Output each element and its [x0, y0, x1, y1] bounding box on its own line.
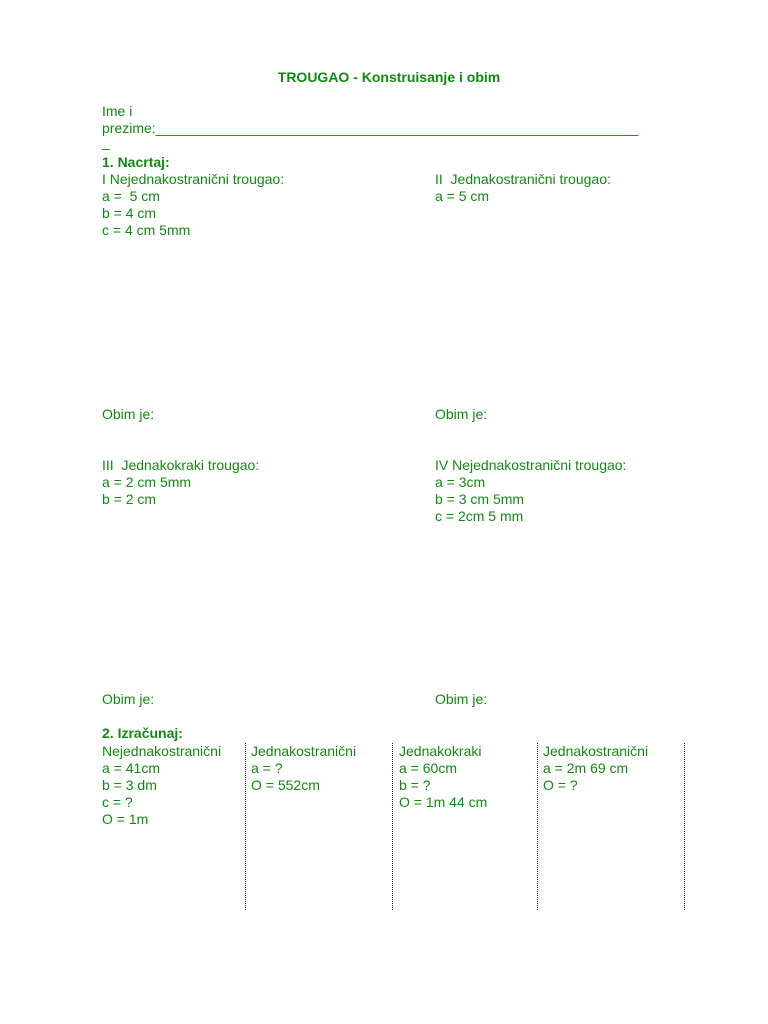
- task-4: [435, 457, 626, 525]
- task-heading: II Jednakostranični trougao:: [435, 171, 611, 187]
- name-underline: prezime:______________________________________________________________: [102, 120, 639, 136]
- calc-line: c = ?: [102, 794, 133, 810]
- column-divider: [684, 743, 685, 910]
- task-1: [102, 171, 284, 239]
- task-2: [435, 171, 611, 205]
- calc-line: a = ?: [251, 760, 283, 776]
- task-line: a = 2 cm 5mm: [102, 474, 192, 490]
- calc-line: b = ?: [399, 777, 431, 793]
- task-line: a = 5 cm: [435, 188, 490, 204]
- section1-heading: 1. Nacrtaj:: [102, 154, 170, 170]
- section2-heading: 2. Izračunaj:: [102, 725, 183, 741]
- task-heading: III Jednakokraki trougao:: [102, 457, 260, 473]
- calc-line: b = 3 dm: [102, 777, 157, 793]
- calc-line: O = 1m 44 cm: [399, 794, 488, 810]
- name-label: Ime i: [102, 103, 133, 119]
- task-2-obim: Obim je:: [435, 406, 488, 422]
- task-3-obim: Obim je:: [102, 691, 155, 707]
- calc-column-1: [102, 743, 221, 828]
- calc-heading: Jednakostranični: [543, 743, 649, 759]
- task-heading: IV Nejednakostranični trougao:: [435, 457, 627, 473]
- task-line: a = 5 cm: [102, 188, 160, 204]
- document-title: TROUGAO - Konstruisanje i obim: [277, 69, 501, 85]
- calc-line: O = ?: [543, 777, 578, 793]
- task-line: b = 4 cm: [102, 205, 157, 221]
- calc-heading: Nejednakostranični: [102, 743, 222, 759]
- calc-line: a = 60cm: [399, 760, 457, 776]
- calc-line: a = 41cm: [102, 760, 160, 776]
- task-line: b = 3 cm 5mm: [435, 491, 525, 507]
- task-3: [102, 457, 259, 508]
- calc-heading: Jednakostranični: [251, 743, 357, 759]
- calc-line: O = 1m: [102, 811, 149, 827]
- column-divider: [392, 743, 393, 910]
- task-line: b = 2 cm: [102, 491, 157, 507]
- task-line: c = 2cm 5 mm: [435, 508, 524, 524]
- column-divider: [537, 743, 538, 910]
- task-1-obim: Obim je:: [102, 406, 155, 422]
- name-underline-overflow: _: [102, 134, 110, 150]
- task-heading: I Nejednakostranični trougao:: [102, 171, 285, 187]
- calc-heading: Jednakokraki: [399, 743, 482, 759]
- task-4-obim: Obim je:: [435, 691, 488, 707]
- calc-column-3: [399, 743, 487, 811]
- column-divider: [245, 743, 246, 910]
- calc-column-4: [543, 743, 648, 794]
- calc-column-2: [251, 743, 356, 794]
- task-line: a = 3cm: [435, 474, 486, 490]
- calc-line: a = 2m 69 cm: [543, 760, 629, 776]
- task-line: c = 4 cm 5mm: [102, 222, 191, 238]
- calc-line: O = 552cm: [251, 777, 320, 793]
- name-field[interactable]: [102, 103, 639, 150]
